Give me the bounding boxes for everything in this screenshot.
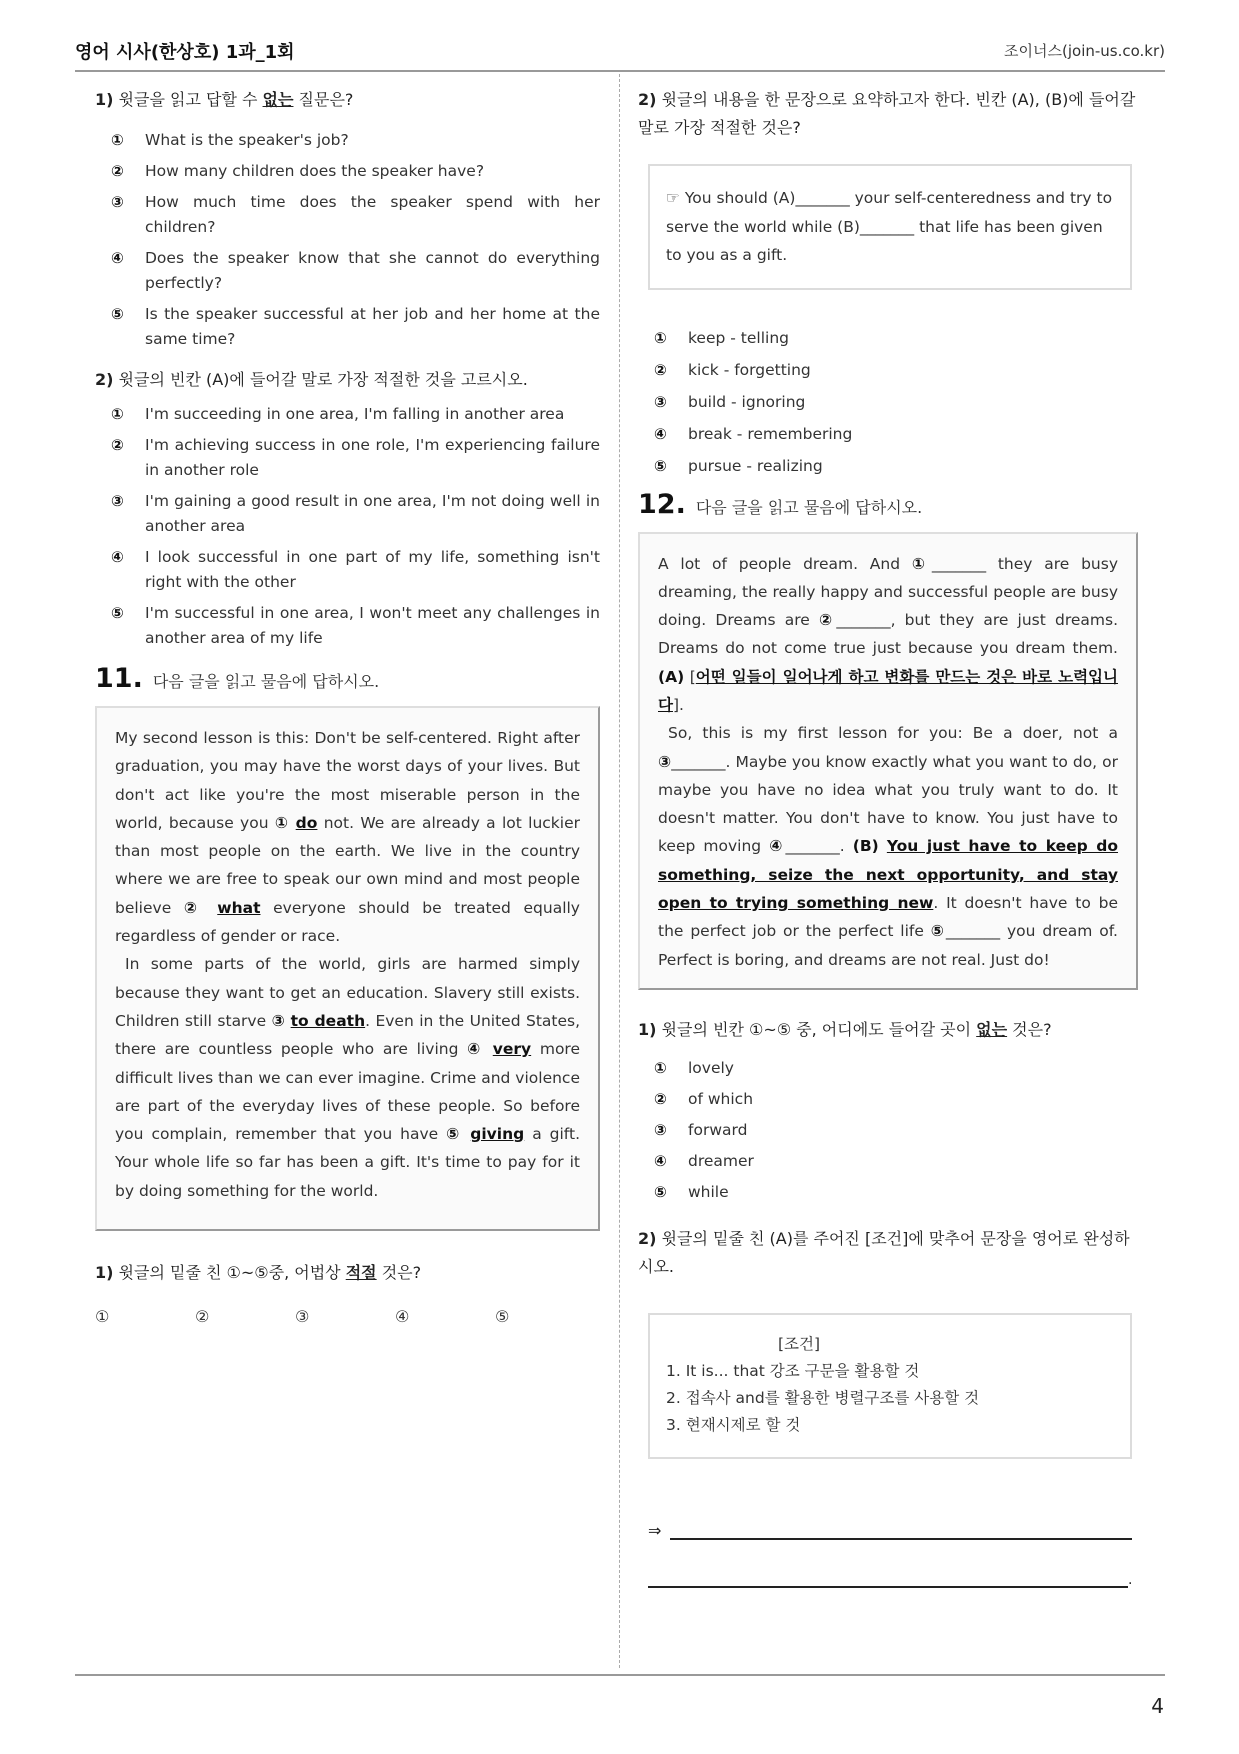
option-1[interactable]: ① lovely bbox=[654, 1058, 734, 1077]
option-2[interactable]: ② I'm achieving success in one role, I'm experiencing failure in another role bbox=[111, 436, 600, 479]
choice-5[interactable]: ⑤ bbox=[495, 1307, 510, 1327]
underlined-word-4: very bbox=[492, 1040, 532, 1059]
underlined-word-1: do bbox=[295, 813, 318, 832]
marker-5: ⑤ bbox=[446, 1125, 463, 1144]
option-2[interactable]: ② of which bbox=[654, 1089, 754, 1108]
question-11-2-options bbox=[638, 326, 1138, 479]
question-12-2-title: 2) 윗글의 밑줄 친 (A)를 주어진 [조건]에 맞추어 문장을 영어로 완성하시오. bbox=[638, 1228, 1130, 1276]
option-5[interactable]: ⑤ while bbox=[654, 1182, 729, 1201]
underlined-word-5: giving bbox=[470, 1125, 525, 1144]
paragraph-2: In some parts of the world, girls are harmed simply because they want to get an education. Slavery still exists. Children still starve ③ to death. Even in the United States, there are countless people who are living ④ very more difficult lives than we can ever imagine. Crime and violence are part of the everyday lives of these people. So before you complain, remember that you have ⑤ giving a gift. Your whole life so far has been a gift. It's time to pay for it by doing something for the world. bbox=[115, 955, 581, 1200]
blank-2: _______ bbox=[836, 611, 891, 630]
option-2[interactable]: ② kick - forgetting bbox=[654, 360, 811, 379]
option-4[interactable]: ④ break - remembering bbox=[654, 424, 853, 443]
option-5[interactable]: ⑤ I'm successful in one area, I won't meet any challenges in another area of my life bbox=[111, 604, 600, 647]
underlined-word-3: to death bbox=[290, 1011, 366, 1030]
emphasis-word: 없는 bbox=[262, 90, 294, 109]
option-2[interactable]: ② How many children does the speaker have? bbox=[111, 162, 485, 180]
marker-3: ③ bbox=[658, 752, 672, 771]
question-12-1-title: 1) 윗글의 빈칸 ①~⑤ 중, 어디에도 들어갈 곳이 없는 것은? bbox=[638, 1019, 1052, 1039]
question-number: 12. bbox=[638, 488, 686, 520]
passage-box-11: My second lesson is this: Don't be self-centered. Right after graduation, you may have the worst days of your lives. But don't act like you're the most miserable person in the world, because you ① do not. We are already a lot luckier than most people on the earth. We live in the country where we are free to speak our own mind and most people believe ② what everyone should be treated equally regardless of gender or race. In some parts of the world, girls are harmed simply because they want to get an education. Slavery still exists. Children still starve ③ to death. Even in the United States, there are countless people who are living ④ very more difficult lives than we can ever imagine. Crime and violence are part of the everyday lives of these people. So before you complain, remember that you have ⑤ giving a gift. Your whole life so far has been a gift. It's time to pay for it by doing something for the world. bbox=[95, 706, 600, 1231]
page-title: 영어 시사(한상호) 1과_1회 bbox=[75, 42, 295, 63]
question-10-1-options bbox=[95, 128, 600, 352]
question-10-2-options bbox=[95, 402, 600, 651]
underlined-word-2: what bbox=[217, 898, 261, 917]
paragraph-2: So, this is my first lesson for you: Be a doer, not a ③_______. Maybe you know exactly what you want to do, or maybe you have no idea what you truly want to do. It doesn't matter. You don't have to know. You just have to keep moving ④_______. (B) You just have to keep do something, seize the next opportunity, and stay open to trying something new. It doesn't have to be the perfect job or the perfect life ⑤_______ you dream of. Perfect is boring, and dreams are not real. Just do! bbox=[658, 724, 1119, 969]
option-3[interactable]: ③ forward bbox=[654, 1120, 748, 1139]
option-5[interactable]: ⑤ Is the speaker successful at her job and her home at the same time? bbox=[111, 305, 600, 348]
question-12-1-options bbox=[638, 1056, 1138, 1205]
answer-input-line-2[interactable] bbox=[648, 1570, 1128, 1588]
marker-2: ② bbox=[183, 898, 205, 917]
option-4[interactable]: ④ dreamer bbox=[654, 1151, 754, 1170]
choice-2[interactable]: ② bbox=[195, 1307, 210, 1327]
page-number: 4 bbox=[1151, 1694, 1164, 1718]
underlined-sentence-b: You just have to keep do something, seize the next opportunity, and stay open to trying something new bbox=[658, 837, 1119, 913]
label-a: (A) bbox=[658, 667, 685, 686]
emphasis-word: 없는 bbox=[976, 1019, 1008, 1039]
answer-line-1[interactable] bbox=[648, 1521, 1132, 1540]
conditions-box bbox=[648, 1313, 1132, 1459]
option-4[interactable]: ④ Does the speaker know that she cannot do everything perfectly? bbox=[111, 249, 600, 292]
blank-3: _______ bbox=[671, 752, 726, 771]
choice-3[interactable]: ③ bbox=[295, 1307, 310, 1327]
marker-1: ① bbox=[274, 813, 290, 832]
page-header bbox=[75, 38, 1165, 72]
summary-box: ☞ You should (A)_______ your self-centeredness and try to serve the world while (B)_______ that life has been given to you as a gift. bbox=[648, 164, 1132, 290]
marker-4: ④ bbox=[769, 837, 786, 856]
question-12-heading bbox=[638, 489, 1138, 520]
passage-box-12: A lot of people dream. And ①_______ they are busy dreaming, the really happy and successful people are busy doing. Dreams are ②_______, but they are just dreams. Dreams do not come true just because you dream them. (A) [어떤 일들이 일어나게 하고 변화를 만드는 것은 바로 노력입니다]. So, this is my first lesson for you: Be a doer, not a ③_______. Maybe you know exactly what you want to do, or maybe you have no idea what you truly want to do. It doesn't matter. You don't have to know. You just have to keep moving ④_______. (B) You just have to keep do something, seize the next opportunity, and stay open to trying something new. It doesn't have to be the perfect job or the perfect life ⑤_______ you dream of. Perfect is boring, and dreams are not real. Just do! bbox=[638, 532, 1138, 990]
option-1[interactable]: ① keep - telling bbox=[654, 328, 789, 347]
underlined-korean-a: 어떤 일들이 일어나게 하고 변화를 만드는 것은 바로 노력입니다 bbox=[658, 667, 1118, 714]
option-4[interactable]: ④ I look successful in one part of my life, something isn't right with the other bbox=[111, 548, 600, 591]
footer-divider bbox=[75, 1674, 1165, 1676]
conditions-title: [조건] bbox=[778, 1334, 821, 1353]
question-11-2-title: 2) 윗글의 내용을 한 문장으로 요약하고자 한다. 빈칸 (A), (B)에 들어갈 말로 가장 적절한 것은? bbox=[638, 90, 1136, 137]
question-10-2-title: 2) 윗글의 빈칸 (A)에 들어갈 말로 가장 적절한 것을 고르시오. bbox=[95, 370, 528, 389]
marker-2: ② bbox=[818, 611, 837, 630]
period: . bbox=[1128, 1571, 1133, 1588]
site-name: 조이너스(join-us.co.kr) bbox=[1004, 42, 1165, 60]
blank-4: _______ bbox=[785, 837, 840, 856]
choice-4[interactable]: ④ bbox=[395, 1307, 410, 1327]
question-instruction: 다음 글을 읽고 물음에 답하시오. bbox=[695, 497, 923, 517]
marker-5: ⑤ bbox=[930, 922, 946, 941]
emphasis-word: 적절 bbox=[345, 1263, 377, 1283]
choice-1[interactable]: ① bbox=[95, 1307, 110, 1327]
blank-5: _______ bbox=[945, 922, 1001, 941]
condition-1: 1. It is... that 강조 구문을 활용할 것 bbox=[666, 1361, 920, 1380]
marker-4: ④ bbox=[467, 1040, 485, 1059]
question-11-heading bbox=[95, 663, 600, 694]
question-instruction: 다음 글을 읽고 물음에 답하시오. bbox=[152, 672, 380, 691]
option-3[interactable]: ③ I'm gaining a good result in one area, I'm not doing well in another area bbox=[111, 492, 600, 535]
answer-line-2[interactable] bbox=[648, 1570, 1132, 1588]
label-b: (B) bbox=[852, 837, 879, 856]
condition-3: 3. 현재시제로 할 것 bbox=[666, 1415, 801, 1434]
option-5[interactable]: ⑤ pursue - realizing bbox=[654, 456, 823, 475]
left-column bbox=[95, 86, 600, 1326]
answer-choices bbox=[95, 1307, 600, 1326]
marker-3: ③ bbox=[271, 1011, 286, 1030]
right-column bbox=[638, 86, 1138, 1588]
question-number: 11. bbox=[95, 663, 143, 694]
option-1[interactable]: ① I'm succeeding in one area, I'm falling in another area bbox=[111, 405, 565, 423]
question-10-1-title: 1) 윗글을 읽고 답할 수 없는 질문은? bbox=[95, 90, 354, 109]
blank-1: _______ bbox=[931, 554, 987, 573]
marker-1: ① bbox=[911, 554, 932, 573]
arrow-icon: ⇒ bbox=[648, 1520, 662, 1540]
answer-input-line-1[interactable] bbox=[670, 1522, 1132, 1540]
column-divider bbox=[619, 74, 620, 1668]
condition-2: 2. 접속사 and를 활용한 병렬구조를 사용할 것 bbox=[666, 1388, 980, 1407]
question-11-1-title: 1) 윗글의 밑줄 친 ①~⑤중, 어법상 적절 것은? bbox=[95, 1263, 422, 1283]
option-3[interactable]: ③ build - ignoring bbox=[654, 392, 806, 411]
option-3[interactable]: ③ How much time does the speaker spend with her children? bbox=[111, 193, 600, 236]
option-1[interactable]: ① What is the speaker's job? bbox=[111, 131, 349, 149]
